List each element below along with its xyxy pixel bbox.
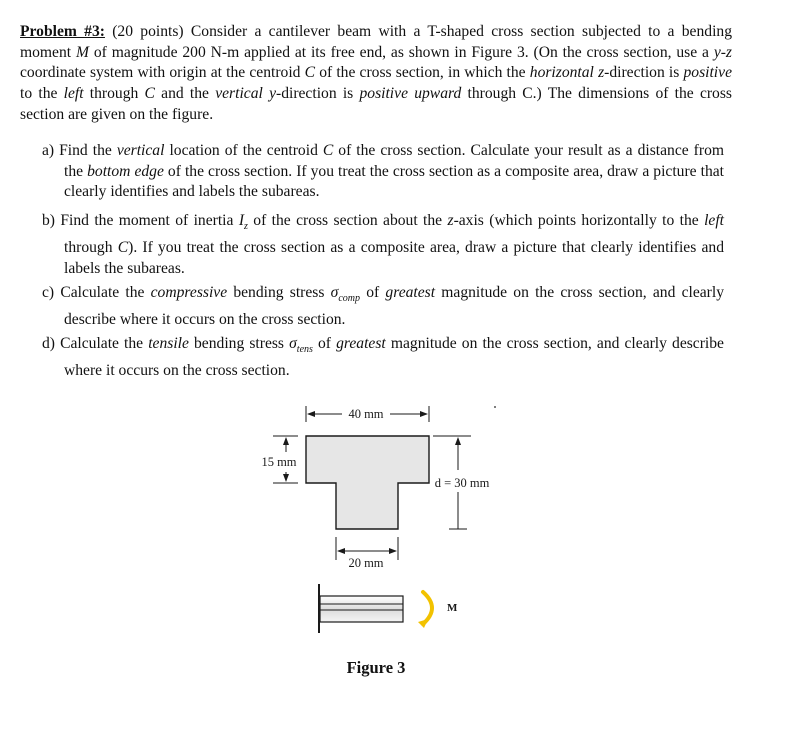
sigma-subscript: comp [338, 293, 361, 305]
z-symbol: z [447, 212, 454, 229]
emphasis: greatest [385, 284, 436, 301]
part-text: ). If you treat the cross section as a composite area, draw a picture that clearly identifies and labels the subareas. [64, 238, 724, 277]
part-text: location of the centroid [164, 142, 323, 159]
part-text: through [64, 238, 118, 256]
emphasis: vertical [116, 142, 165, 159]
intro-text: and the [154, 85, 216, 103]
centroid-symbol: C [144, 85, 155, 103]
part-text: b) Find the moment of inertia [42, 212, 239, 229]
dim-web-height-label: d = 30 mm [434, 476, 490, 490]
part-text: bending stress [227, 284, 331, 301]
emphasis: positive [683, 64, 732, 82]
inertia-subscript: z [244, 221, 248, 233]
emphasis: positive upward [359, 85, 462, 103]
dim-flange-label: 15 mm [261, 455, 297, 469]
problem-label: Problem #3: [20, 23, 105, 40]
z-symbol: z [598, 64, 605, 82]
y-symbol: y [269, 85, 276, 103]
emphasis: tensile [148, 335, 189, 352]
part-text: -axis (which points horizontally to the [453, 212, 705, 229]
emphasis: left [63, 85, 84, 103]
dim-web-width-label: 20 mm [348, 556, 384, 570]
emphasis: compressive [150, 284, 228, 301]
part-text: magnitude on the cross section, and clearly describe where it occurs on the cross section. [64, 284, 724, 328]
sigma-symbol: σ [289, 335, 297, 352]
centroid-symbol: C [322, 142, 334, 159]
emphasis: vertical [215, 85, 263, 103]
centroid-symbol: C [117, 238, 129, 256]
centroid-symbol: C [304, 64, 316, 82]
part-text: of the cross section. If you treat the cross section as a composite area, draw a picture that clearly identifies and labels the subareas. [64, 162, 725, 201]
beam-side-view [319, 584, 403, 633]
part-text: d) Calculate the [42, 335, 149, 352]
figure-caption: Figure 3 [346, 658, 406, 677]
part-text: a) Find the [42, 142, 117, 159]
intro-text: through C.) The dimensions of the cross section are given on the figure. [20, 85, 732, 123]
inertia-symbol: I [238, 212, 245, 229]
emphasis: left [704, 212, 724, 229]
moment-arrowhead [418, 619, 428, 628]
intro-text: to the [20, 85, 64, 103]
intro-text: (20 points) Consider a cantilever beam with a T-shaped cross section subjected to a bending moment [20, 23, 732, 61]
intro-text: of magnitude 200 N-m applied at its free end, as shown in Figure 3. (On the cross section, use a [88, 43, 714, 61]
part-text: of [312, 335, 337, 352]
part-text: of the cross section. Calculate your result as a distance from the [64, 142, 724, 180]
emphasis: bottom edge [87, 162, 164, 180]
part-text: magnitude on the cross section, and clearly describe where it occurs on the cross section. [64, 335, 724, 379]
dim-top-label: 40 mm [348, 407, 384, 421]
emphasis: greatest [336, 335, 386, 352]
coord-symbol: y-z [713, 43, 732, 61]
part-text: c) Calculate the [42, 284, 151, 301]
intro-text: of the cross section, in which the [315, 64, 530, 82]
part-text: of the cross section about the [247, 212, 448, 229]
moment-symbol: M [75, 43, 89, 61]
part-text: of [360, 284, 386, 301]
stray-dot [494, 406, 496, 408]
intro-text: through [83, 85, 145, 103]
t-cross-section [306, 436, 429, 529]
intro-text: coordinate system with origin at the centroid [20, 64, 305, 82]
intro-text: -direction is [604, 64, 684, 82]
moment-label: M [447, 602, 458, 614]
emphasis: horizontal [529, 64, 594, 82]
sigma-symbol: σ [330, 284, 339, 301]
part-text: bending stress [188, 335, 290, 352]
sigma-subscript: tens [296, 344, 313, 356]
intro-text: -direction is [276, 85, 360, 103]
